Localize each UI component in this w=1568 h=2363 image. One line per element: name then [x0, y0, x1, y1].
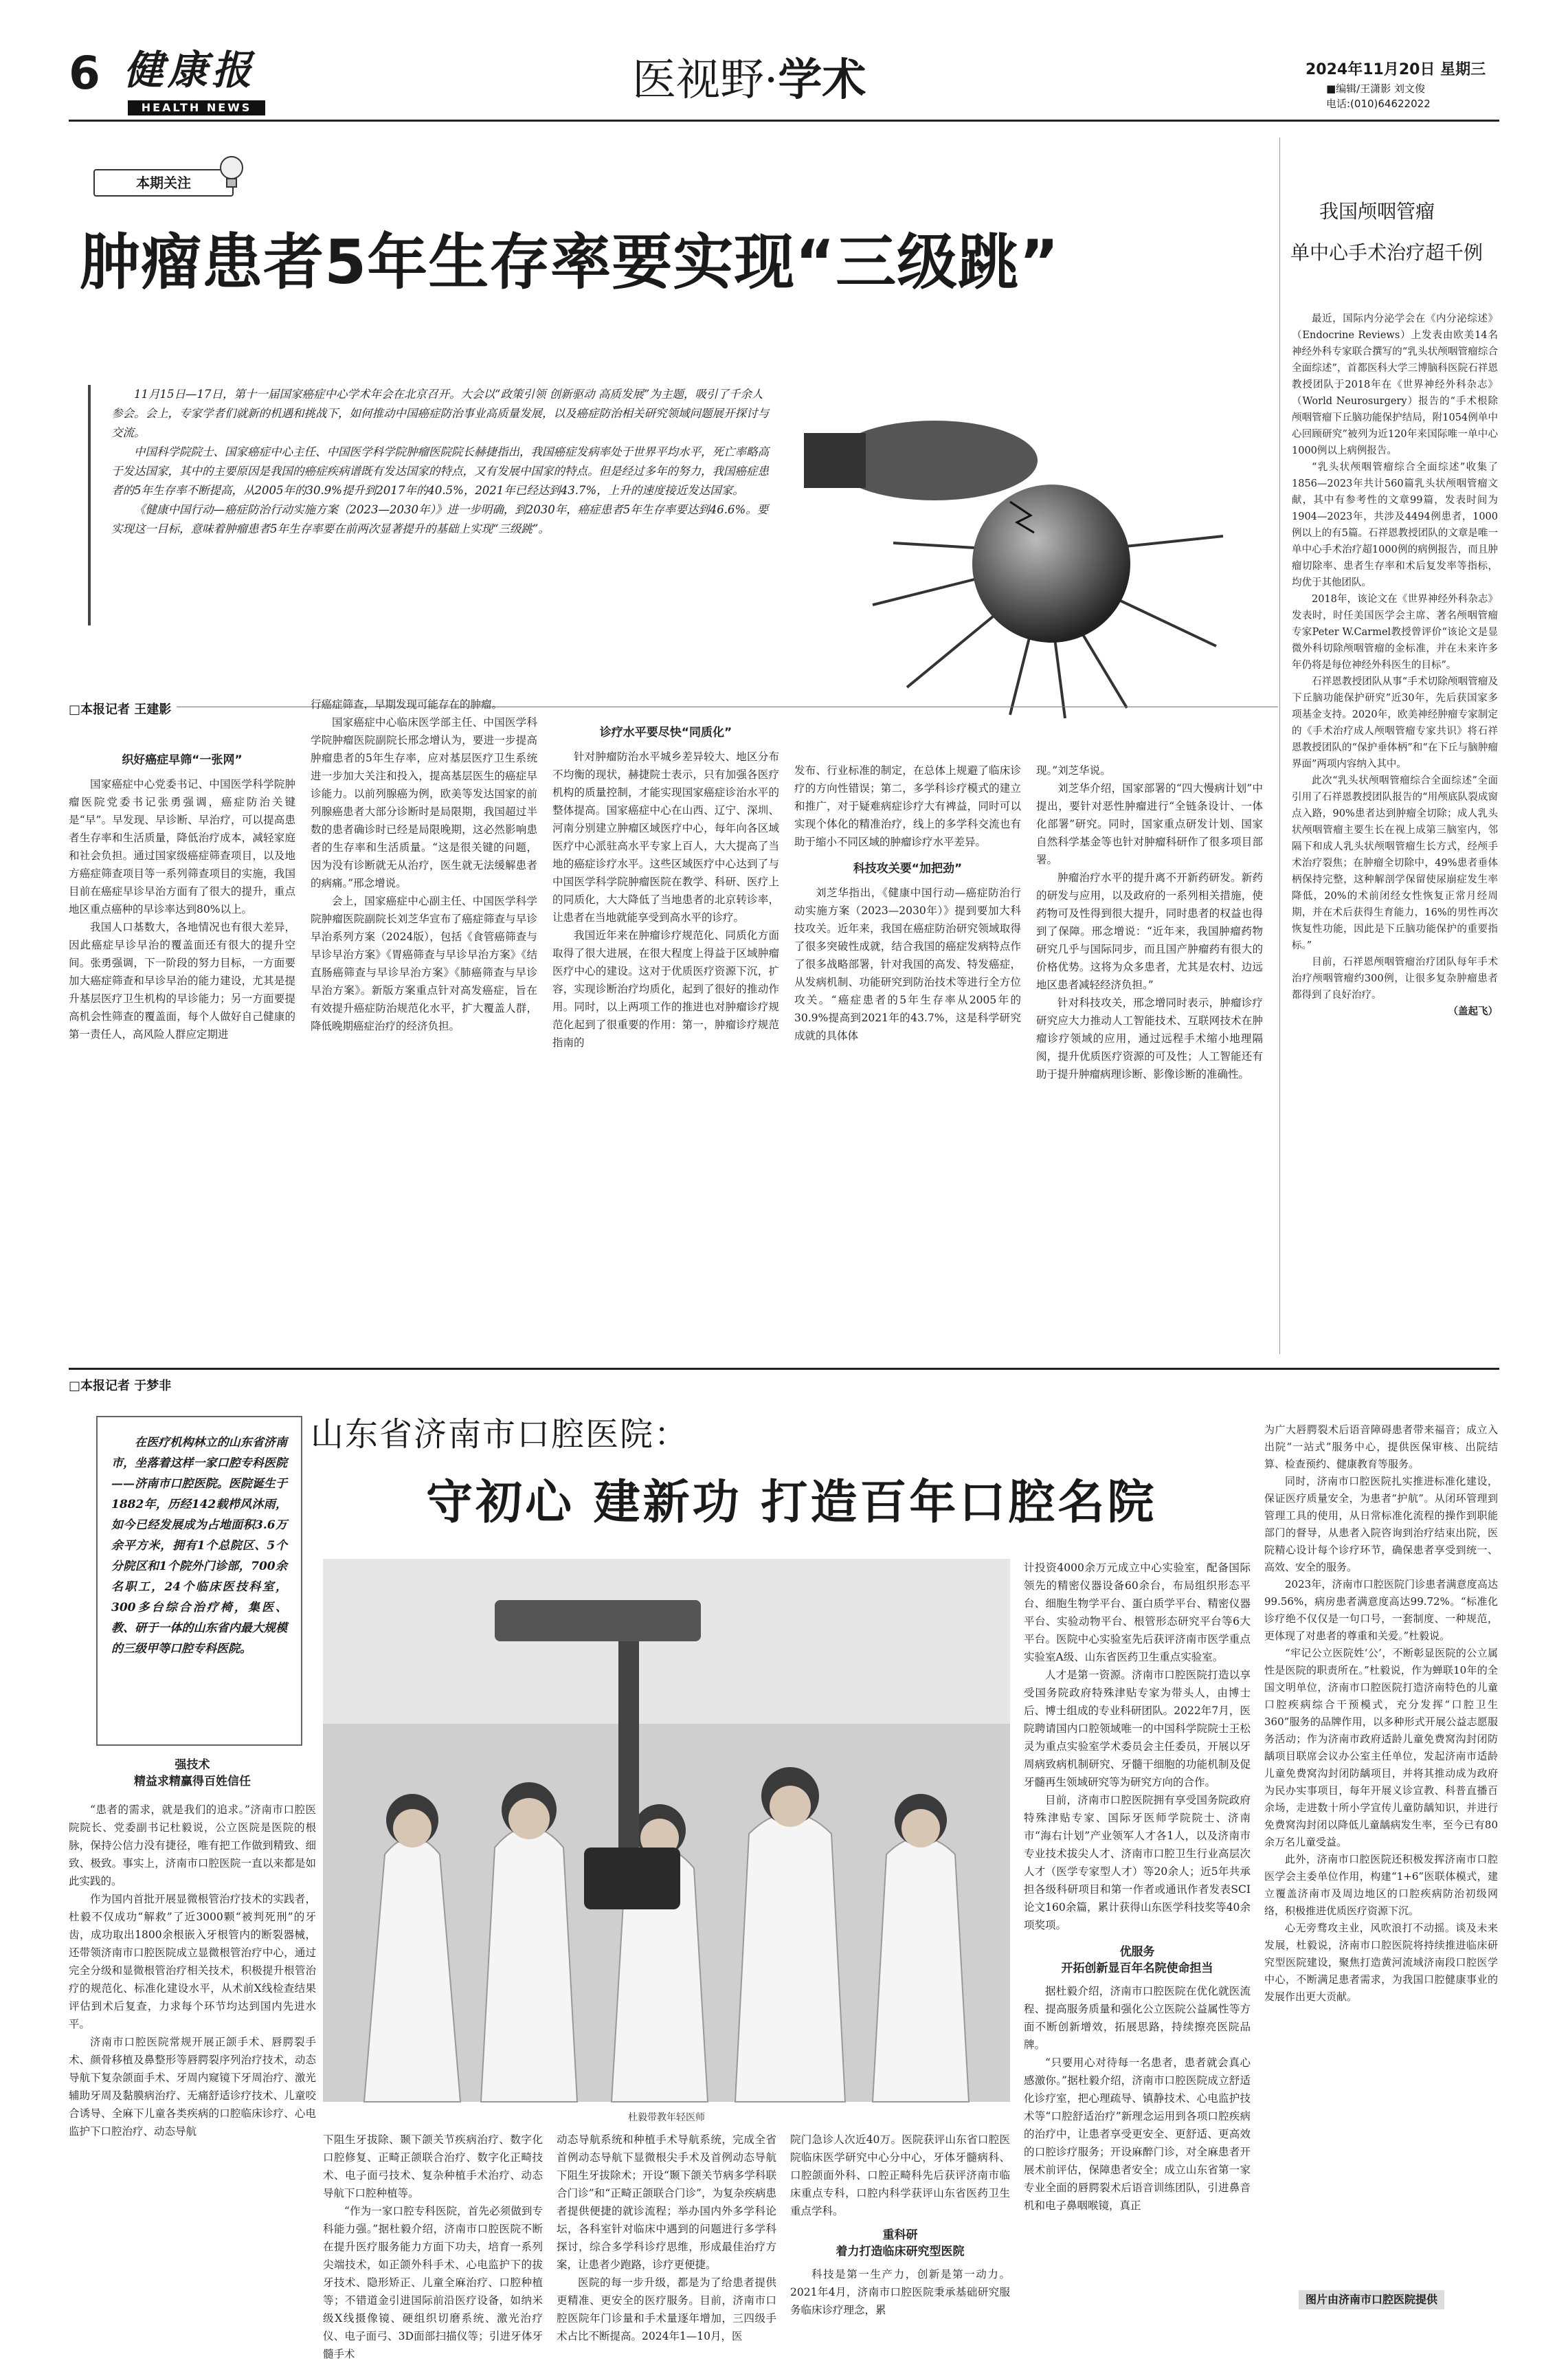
sec3-sub: 开拓创新显百年名院使命担当 — [1061, 1962, 1213, 1975]
paragraph: 医院的每一步升级，都是为了给患者提供更精准、更安全的医疗服务。目前，济南市口腔医院年门诊量和手术量逐年增加，三四级手术占比不断提高。2024年1—10月，医 — [557, 2276, 776, 2342]
paragraph: 我国近年来在肿瘤诊疗规范化、同质化方面取得了很大进展，在很大程度上得益于区域肿瘤医疗中心的建设。这对于优质医疗资源下沉，扩容，实现诊断治疗均质化，起到了很好的推动作用。同时，以上两项工作的推进也对肿瘤诊疗规范化起到了很重要的作用：第一，肿瘤诊疗规范指南的 — [552, 929, 779, 1049]
article2-headline: 我国颅咽管瘤 — [1319, 200, 1435, 223]
article1-byline: □本报记者 王建影 — [69, 700, 177, 718]
paragraph: 心无旁骛攻主业，风吹浪打不动摇。谈及未来发展，杜毅说，济南市口腔医院将持续推进临床研究型医院建设，聚焦打造黄河流域济南段口腔医学中心，不断满足患者需求，为我国口腔健康事业的发展作出更大贡献。 — [1264, 1922, 1498, 2003]
paragraph: 据杜毅介绍，济南市口腔医院在优化就医流程、提高服务质量和强化公立医院公益属性等方面不断创新增效，拓展思路，持续擦亮医院品牌。 — [1024, 1985, 1251, 2051]
bulb-icon — [214, 153, 249, 192]
article3-headline: 守初心 建新功 打造百年口腔名院 — [426, 1476, 1157, 1530]
paper-name: 健康报 — [124, 47, 256, 93]
sec1-title: 强技术 — [175, 1758, 210, 1772]
paragraph: 针对肿瘤防治水平城乡差异较大、地区分布不均衡的现状，赫捷院士表示，只有加强各医疗机构的质量控制，才能实现国家癌症诊治水平的整体提高。国家癌症中心在山西、辽宁、深圳、河南分别建立肿瘤区域医疗中心，每年向各区域医疗中心派驻高水平专家上百人，大大提高了当地的癌症诊疗水平。这些区域医疗中心达到了与中国医学科学院肿瘤医院在教学、科研、医疗上的同质化，大大降低了当地患者的北京转诊率，让患者在当地就能享受到高水平的诊疗。 — [552, 751, 779, 924]
section-sub: 学术 — [778, 55, 866, 106]
subhead-research: 科技攻关要“加把劲” — [853, 862, 963, 876]
paragraph: 此次“乳头状颅咽管瘤综合全面综述”全面引用了石祥恩教授团队报告的“用颅底队裂成窗点入路，90%患者达到肿瘤全切除；成人乳头状颅咽管瘤主要生长在视上成第三脑室内，邻隔下和成人乳头状颅咽管瘤生长方式，经颅手术治疗裂焦；在肿瘤全切除中，49%患者垂体柄保持完整，这种解剖学保留使尿崩症发生率降低，20%的术前闭经女性恢复正常月经周期，并在术后获得生育能力，16%的男性再次恢复性功能，因此是下丘脑功能保护的重要指标。” — [1292, 775, 1498, 951]
article1-headline: 肿瘤患者5年生存率要实现“三级跳” — [80, 227, 1060, 298]
article3-column-1 — [69, 1757, 316, 2286]
section-dot: · — [764, 55, 779, 106]
paragraph: 同时，济南市口腔医院扎实推进标准化建设，保证医疗质量安全，为患者“护航”。从闭环管理到管理工具的使用，从日常标准化流程的操作到职能部门的督导，从患者入院咨询到治疗结束出院，医院精心设计每个诊疗环节，确保患者享受到统一、高效、安全的服务。 — [1264, 1475, 1498, 1573]
paragraph: 会上，国家癌症中心副主任、中国医学科学院肿瘤医院副院长刘芝华宣布了癌症筛查与早诊早治系列方案（2024版），包括《食管癌筛查与早诊早治方案》《胃癌筛查与早诊早治方案》《结直肠癌筛查与早诊早治方案》《肺癌筛查与早诊早治方案》。新版方案重点针对高发癌症，旨在有效提升癌症防治规范化水平，扩大覆盖人群，降低晚期癌症治疗的经济负担。 — [311, 895, 537, 1032]
editor-line: ■编辑/王潇影 刘文俊 — [1326, 82, 1425, 95]
signature: （盖起飞） — [1448, 1006, 1498, 1017]
paragraph: 2018年，该论文在《世界神经外科杂志》发表时，时任美国医学会主席、著名颅咽管瘤专家Peter W.Carmel教授曾评价“该论文是显微外科切除颅咽管瘤的金标准，并在未来许多年仍将是每位神经外科医生的目标”。 — [1292, 594, 1498, 671]
paragraph: 下阻生牙拔除、颞下颌关节疾病治疗、数字化口腔修复、正畸正颌联合治疗、数字化正畸技术、电子面弓技术、复杂种植手术治疗、动态导航下口腔种植等。 — [323, 2133, 543, 2199]
paragraph: “乳头状颅咽管瘤综合全面综述”收集了1856—2023年共计560篇乳头状颅咽管瘤文献，其中有参考性的文章99篇，发表时间为1904—2023年，共涉及4494例患者，1000例以上的有5篇。石祥恩教授团队的文章是唯一单中心手术治疗超1000例的病例报告，而且肿瘤切除率、患者生存率和术后复发率等指标，均优于其他团队。 — [1292, 462, 1498, 588]
paragraph: 刘芝华介绍，国家部署的“四大慢病计划”中提出，要针对恶性肿瘤进行“全链条设计、一体化部署”研究。同时，国家重点研发计划、国家自然科学基金等也针对肿瘤科研作了很多项目部署。 — [1036, 782, 1263, 866]
sec3-title: 优服务 — [1119, 1945, 1155, 1959]
paragraph: 针对科技攻关，邢念增同时表示，肿瘤诊疗研究应大力推动人工智能技术、互联网技术在肿瘤诊疗领域的应用，通过远程手术缩小地理隔阂，提升优质医疗资源的可及性；人工智能还有助于提升肿瘤病理诊断、影像诊断的准确性。 — [1036, 997, 1263, 1080]
section-title — [632, 56, 866, 104]
paragraph: 我国人口基数大，各地情况也有很大差异，因此癌症早诊早治的覆盖面还有很大的提升空间。张勇强调，下一阶段的努力目标，一方面要加大癌症筛查和早诊早治的能力建设，尤其是提升基层医疗卫生机构的早诊能力；另一方面要提高机会性筛查的覆盖面，每个人做好自己健康的第一责任人，高风险人群应定期进 — [69, 921, 295, 1041]
lede-paragraph: 11月15日—17日，第十一届国家癌症中心学术年会在北京召开。大会以“政策引领 创新驱动 高质发展”为主题，吸引了千余人参会。会上，专家学者们就新的机遇和挑战下，如何推动中国癌症防治事业高质量发展，以及癌症防治相关研究领域问题展开探讨与交流。 — [111, 388, 769, 439]
photo-credit: 图片由济南市口腔医院提供 — [1299, 2290, 1444, 2309]
phone-line: 电话:(010)64622022 — [1326, 98, 1431, 110]
masthead-rule — [69, 120, 1499, 122]
paragraph: “只要用心对待每一名患者，患者就会真心感激你。”据杜毅介绍，济南市口腔医院成立舒适化诊疗室，把心理疏导、镇静技术、心电监护技术等“口腔舒适治疗”新理念运用到各项口腔疾病的治疗中，让患者享受更安全、更舒适、更高效的口腔诊疗服务；开设麻醉门诊，对全麻患者开展术前评估，保障患者安全；成立山东省第一家专业全面的唇腭裂术后语音训练团队，引进鼻音机和电子鼻咽喉镜，真正 — [1024, 2056, 1251, 2212]
paragraph: 刘芝华指出，《健康中国行动—癌症防治行动实施方案（2023—2030年）》提到要加大科技攻关。近年来，我国在癌症防治研究领域取得了很多突破性成就，结合我国的癌症发病特点作了很多战略部署，针对我国的高发、特发癌症，从发病机制、功能研究到防治技术等进行全方位攻关。“癌症患者的5年生存率从2005年的30.9%提高到2021年的43.7%，这是科学研究成就的具体体 — [794, 887, 1021, 1042]
section-name: 医视野 — [632, 55, 764, 106]
paragraph: 目前，济南市口腔医院拥有享受国务院政府特殊津贴专家、国际牙医师学院院士、济南市“海右计划”产业领军人才各1人，以及济南市专业技术拔尖人才、济南市口腔卫生行业高层次人才（医学专家型人才）等20余人；近5年共承担各级科研项目和第一作者或通讯作者发表SCI论文160余篇，累计获得山东医学科技奖等40余项奖项。 — [1024, 1794, 1251, 1931]
article1-column-1 — [69, 742, 295, 1354]
paragraph: 现。”刘芝华说。 — [1036, 764, 1111, 777]
issue-date: 2024年11月20日 星期三 — [1306, 61, 1486, 78]
sec1-sub: 精益求精赢得百姓信任 — [134, 1775, 251, 1788]
article1-column-3 — [552, 715, 779, 1354]
article3-column-5 — [1024, 1559, 1251, 2286]
photo-caption: 杜毅带教年轻医师 — [628, 2112, 705, 2123]
subhead-homogenization: 诊疗水平要尽快“同质化” — [599, 726, 732, 740]
article2-subheadline: 单中心手术治疗超千例 — [1290, 241, 1483, 264]
subhead-screening: 织好癌症早筛“一张网” — [122, 753, 243, 767]
paper-name-en: HEALTH NEWS — [128, 100, 265, 115]
section-divider — [69, 1368, 1499, 1370]
article1-column-5 — [1036, 762, 1263, 1354]
paragraph: 目前，石祥恩颅咽管瘤治疗团队每年手术治疗颅咽管瘤约300例，让很多复杂肿瘤患者都得到了良好治疗。 — [1292, 957, 1498, 1001]
paragraph: 动态导航系统和种植手术导航系统，完成全省首例动态导航下显微根尖手术及首例动态导航下阻生牙拔除术；开设“颞下颌关节病多学科联合门诊”和“正畸正颌联合门诊”，为复杂疾病患者提供便捷的就诊流程；举办国内外多学科论坛，各科室针对临床中遇到的问题进行多学科探讨，综合多学科诊疗思维，形成最佳治疗方案，让患者少跑路，诊疗更便捷。 — [557, 2133, 776, 2271]
article1-column-4 — [794, 762, 1021, 1354]
article2-body — [1292, 311, 1498, 1349]
article1-column-2 — [311, 696, 537, 1354]
paragraph: 发布、行业标准的制定，在总体上规避了临床诊疗的方向性错误；第二，多学科诊疗模式的建立和推广，对于疑难病症诊疗大有裨益，同时可以实现个体化的精准治疗，线上的多学科交流也有助于缩小不同区域的肿瘤诊疗水平差异。 — [794, 764, 1021, 848]
paragraph: 济南市口腔医院常规开展正颌手术、唇腭裂手术、颜骨移植及鼻整形等唇腭裂序列治疗技术，动态导航下复杂颌面手术、牙周内窥镜下牙周治疗、激光辅助牙周及黏膜病治疗、无痛舒适诊疗技术、儿童咬合诱导、全麻下儿童各类疾病的口腔临床诊疗、心电监护下口腔治疗、动态导航 — [69, 2036, 316, 2138]
paragraph: 肿瘤治疗水平的提升离不开新药研发。新药的研发与应用，以及政府的一系列相关措施，使药物可及性得到很大提升，同时患者的权益也得到了保障。邢念增说：“近年来，我国肿瘤药物研究几乎与国际同步，而且国产肿瘤药有很大的价格优势。这将为众多患者，尤其是农村、边远地区患者减轻经济负担。” — [1036, 872, 1263, 991]
masthead — [0, 0, 1568, 124]
paragraph: 国家癌症中心临床医学部主任、中国医学科学院肿瘤医院副院长邢念增认为，要进一步提高肿瘤患者的5年生存率，应对基层医疗卫生系统进一步加大关注和投入，提高基层医生的癌症早诊能力。以前列腺癌为例，欧美等发达国家的前列腺癌患者大部分诊断时是局限期，我国超过半数的患者确诊时已经是局限晚期，这必然影响患者的生存率和生活质量。“这是很关键的问题，因为没有诊断就无从治疗，医生就无法缓解患者的病痛。”邢念增说。 — [311, 716, 537, 889]
paragraph: 石祥恩教授团队从事“手术切除颅咽管瘤及下丘脑功能保护研究”近30年，先后获国家多项基金支持。2020年，欧美神经肿瘤专家制定的《手术治疗成人颅咽管瘤专家共识》将石祥恩教授团队的“保护垂体柄”和“在下丘与脑肿瘤界面”两项内容纳入其中。 — [1292, 676, 1498, 770]
intro-box — [96, 1416, 302, 1746]
page-number: 6 — [69, 47, 100, 100]
sec2-title: 重科研 — [882, 2228, 918, 2242]
paragraph: 人才是第一资源。济南市口腔医院打造以享受国务院政府特殊津贴专家为带头人，由博士后、博士组成的专业科研团队。2022年7月，医院聘请国内口腔领域唯一的中国科学院院士王松灵为重点实验室学术委员会主任委员，开展以牙周病致病机制研究、牙髓干细胞的功能机制及促牙髓再生领域研究等为研究方向的合作。 — [1024, 1669, 1251, 1788]
lede-box — [88, 385, 771, 625]
article3-column-3 — [557, 2131, 776, 2342]
paragraph: 科技是第一生产力，创新是第一动力。2021年4月，济南市口腔医院秉承基础研究服务临床诊疗理念，累 — [790, 2268, 1010, 2316]
article3-byline: □本报记者 于梦非 — [69, 1379, 172, 1393]
lede-paragraph: 《健康中国行动—癌症防治行动实施方案（2023—2030年）》进一步明确，到2030年，癌症患者5年生存率要达到46.6%。要实现这一目标，意味着肿瘤患者5年生存率要在前两次显著提升的基础上实现“三级跳”。 — [111, 503, 769, 535]
paragraph: 为广大唇腭裂术后语音障碍患者带来福音；成立入出院“一站式”服务中心，提供医保审核、出院结算、检查预约、健康教育等服务。 — [1264, 1423, 1498, 1470]
focus-tag: 本期关注 — [93, 169, 234, 197]
paragraph: 计投资4000余万元成立中心实验室，配备国际领先的精密仪器设备60余台，布局组织形态平台、细胞生物学平台、蛋白质学平台、精密仪器平台、实验动物平台、根管形态研究平台等6大平台。医院中心实验室先后获评济南市医学重点实验室A级、山东省医药卫生重点实验室。 — [1024, 1562, 1251, 1663]
paragraph: “患者的需求，就是我们的追求。”济南市口腔医院院长、党委副书记杜毅说，公立医院是医院的根脉，保持公信力没有捷径，唯有把工作做到精致、细致、极致。事实上，济南市口腔医院一直以来都是如此实践的。 — [69, 1804, 316, 1887]
article2-divider — [1279, 137, 1280, 1354]
article3-column-2 — [323, 2131, 543, 2360]
paragraph: “作为一家口腔专科医院，首先必须做到专科能力强。”据杜毅介绍，济南市口腔医院不断在提升医疗服务能力方面下功夫，培育一系列尖端技术，如正颌外科手术、心电监护下的拔牙技术、隐形矫正、儿童全麻治疗、口腔种植等；不错道金引进国际前沿医疗设备，如纳米级X线摄像镜、硬组织切磨系统、激光治疗仪、电子面弓、3D面部扫描仪等；引进牙体牙髓手术 — [323, 2205, 543, 2360]
article3-kicker: 山东省济南市口腔医院： — [311, 1415, 689, 1454]
lede-paragraph: 中国科学院院士、国家癌症中心主任、中国医学科学院肿瘤医院院长赫捷指出，我国癌症发病率处于世界平均水平，死亡率略高于发达国家，其中的主要原因是我国的癌症疾病谱既有发达国家的特点，又有发展中国家的特点。但是经过多年的努力，我国癌症患者的5年生存率不断提高，从2005年的30.9%提升到2017年的40.5%，2021年已经达到43.7%，上升的速度接近发达国家。 — [111, 445, 769, 497]
paragraph: 作为国内首批开展显微根管治疗技术的实践者，杜毅不仅成功“解救”了近3000颗“被判死刑”的牙齿，成功取出1800余根嵌入牙根管内的断裂器械，还带领济南市口腔医院成立显微根管治疗中心，通过完全分级和显微根管治疗相关技术，积极提升根管治疗的规范化、标准化建设水平，从术前X线检查结果评估到术后复查，力求每个环节均达到国内先进水平。 — [69, 1893, 316, 2030]
paragraph: “牢记公立医院姓‘公’，不断彰显医院的公立属性是医院的职责所在。”杜毅说，作为蝉联10年的全国文明单位，济南市口腔医院打造济南特色的儿童口腔疾病综合干预模式，充分发挥“口腔卫生360”服务的品牌作用，以多种形式开展公益志愿服务活动；作为济南市政府适龄儿童免费窝沟封闭防龋项目联席会议办公室主任单位，发起济南市适龄儿童免费窝沟封闭防龋项目，并将其推动成为政府为民办实事项目，每年开展义诊宣教、科普直播百余场，走进数十所小学宣传儿童防龋知识，并进行免费窝沟封闭以降低儿童龋病发生率，至今已有80余万名儿童受益。 — [1264, 1647, 1498, 1848]
paragraph: 此外，济南市口腔医院还积极发挥济南市口腔医学会主委单位作用，构建“1+6”医联体模式，建立覆盖济南市及周边地区的口腔疾病防治初级网络，积极推进优质医疗资源下沉。 — [1264, 1853, 1498, 1917]
intro-text: 在医疗机构林立的山东省济南市，坐落着这样一家口腔专科医院——济南市口腔医院。医院诞生于1882年，历经142载栉风沐雨，如今已经发展成为占地面积3.6万余平方米，拥有1个总院区、5个分院区和1个院外门诊部，700余名职工，24个临床医技科室，300多台综合治疗椅，集医、教、研于一体的山东省内最大规模的三级甲等口腔专科医院。 — [111, 1436, 287, 1656]
article3-column-6 — [1264, 1421, 1498, 2286]
article3-column-4 — [790, 2131, 1010, 2316]
paragraph: 2023年，济南市口腔医院门诊患者满意度高达99.56%，病房患者满意度高达99.72%。“标准化诊疗绝不仅仅是一句口号，一套制度、一种规范，更体现了对患者的尊重和关爱。”杜毅说。 — [1264, 1578, 1498, 1642]
paragraph: 行癌症筛查，早期发现可能存在的肿瘤。 — [311, 698, 503, 711]
sec2-sub: 着力打造临床研究型医院 — [836, 2245, 965, 2259]
paragraph: 院门急诊人次近40万。医院获评山东省口腔医院临床医学研究中心分中心，牙体牙髓病科、口腔颌面外科、口腔正畸科先后获评济南市临床重点专科，口腔内科学获评山东省医药卫生重点学科。 — [790, 2133, 1010, 2217]
clinic-photo — [323, 1559, 1010, 2102]
tumor-illustration — [804, 399, 1230, 722]
paragraph: 最近，国际内分泌学会在《内分泌综述》（Endocrine Reviews）上发表由欧美14名神经外科专家联合撰写的“乳头状颅咽管瘤综合全面综述”，首都医科大学三博脑科医院石祥恩教授团队于2018年在《世界神经外科杂志》（World Neurosurgery）报告的“手术根除颅咽管瘤下丘脑功能保护结局，附1054例单中心回顾研究”被列为近120年来国际唯一单中心1000例以上病例报告。 — [1292, 313, 1498, 456]
paragraph: 国家癌症中心党委书记、中国医学科学院肿瘤医院党委书记张勇强调，癌症防治关键是“早”。早发现、早诊断、早治疗，可以提高患者生存率和生活质量，降低治疗成本，减轻家庭和社会负担。通过国家级癌症筛查项目，以及地方癌症筛查项目等一系列筛查项目的实施，我国目前在癌症早诊早治方面有了很大的提升，重点地区重点癌种的早诊率达到80%以上。 — [69, 778, 295, 916]
